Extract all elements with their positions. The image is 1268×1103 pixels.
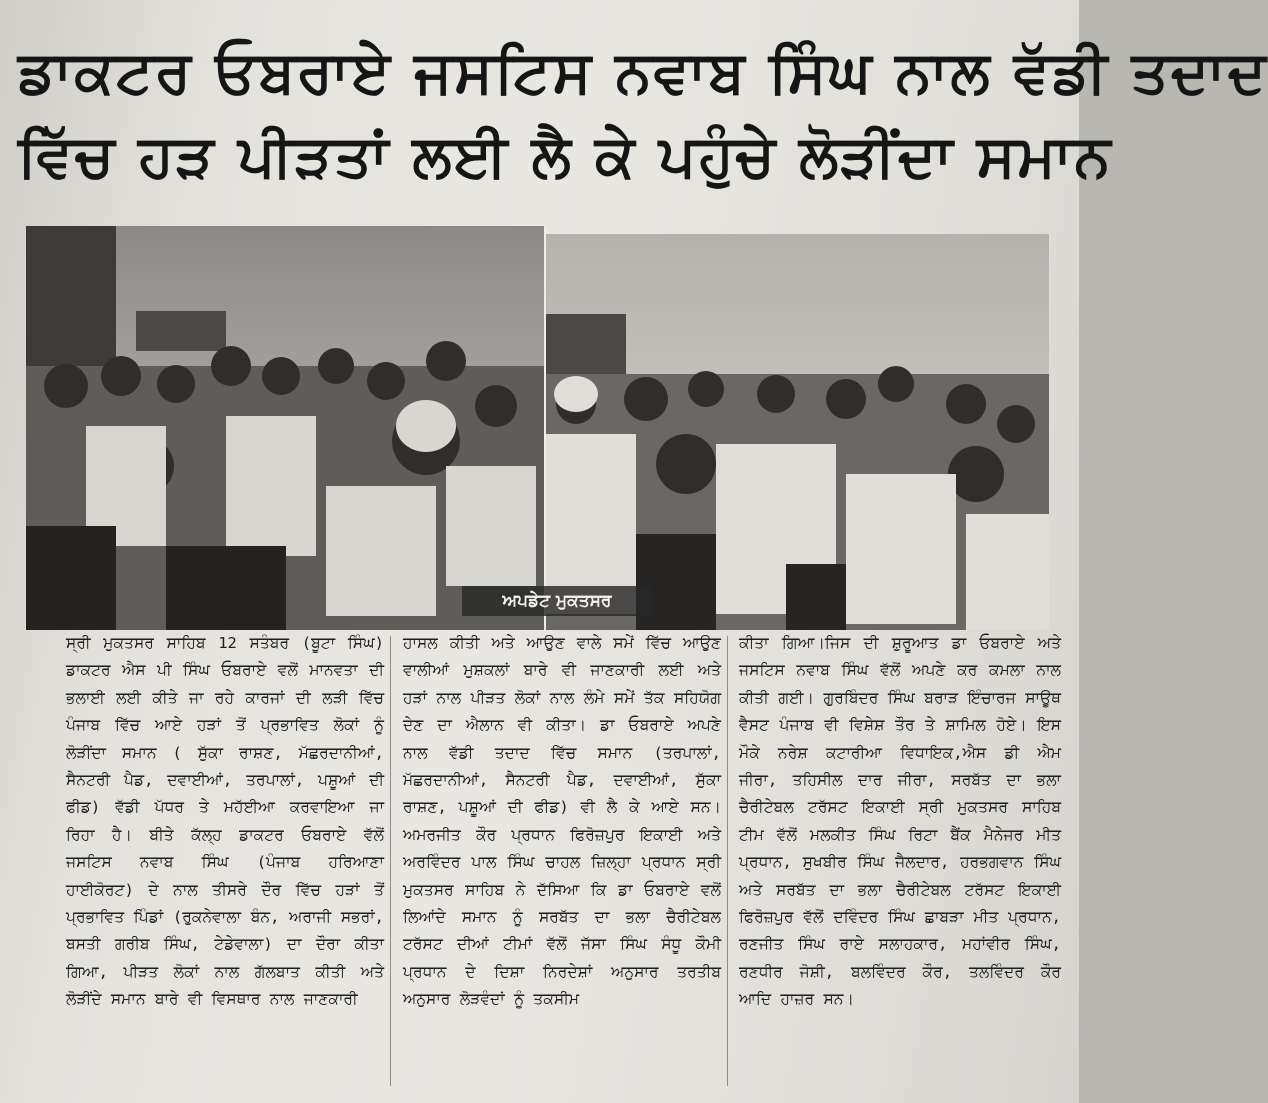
news-photo — [26, 226, 1049, 630]
flood-relief-crowd-photo-left — [26, 226, 546, 630]
flood-relief-crowd-photo-right — [546, 234, 1049, 630]
headline-line-2: ਵਿੱਚ ਹੜ ਪੀੜਤਾਂ ਲਈ ਲੈ ਕੇ ਪਹੁੰਚੇ ਲੋੜੀਂਦਾ ਸਮਾਨ — [18, 122, 1113, 190]
article-column-1: ਸ੍ਰੀ ਮੁਕਤਸਰ ਸਾਹਿਬ 12 ਸਤੰਬਰ (ਬੂਟਾ ਸਿੰਘ) ਡਾਕਟਰ ਐਸ ਪੀ ਸਿੰਘ ਓਬਰਾਏ ਵਲੋਂ ਮਾਨਵਤਾ ਦੀ ਭਲਾਈ ਲਈ ਕੀਤੇ ਜਾ ਰਹੇ ਕਾਰਜਾਂ ਦੀ ਲੜੀ ਵਿੱਚ ਪੰਜਾਬ ਵਿੱਚ ਆਏ ਹੜਾਂ ਤੋਂ ਪ੍ਰਭਾਵਿਤ ਲੋਕਾਂ ਨੂੰ ਲੋੜੀਂਦਾ ਸਮਾਨ ( ਸੁੱਕਾ ਰਾਸ਼ਣ, ਮੱਛਰਦਾਨੀਆਂ, ਸੈਨਟਰੀ ਪੈਡ, ਦਵਾਈਆਂ, ਤਰਪਾਲਾਂ, ਪਸ਼ੂਆਂ ਦੀ ਫੀਡ) ਵੱਡੀ ਪੱਧਰ ਤੇ ਮਹੱਈਆ ਕਰਵਾਇਆ ਜਾ ਰਿਹਾ ਹੈ। ਬੀਤੇ ਕੱਲ੍ਹ ਡਾਕਟਰ ਓਬਰਾਏ ਵੱਲੋਂ ਜਸਟਿਸ ਨਵਾਬ ਸਿੰਘ (ਪੰਜਾਬ ਹਰਿਆਣਾ ਹਾਈਕੋਰਟ) ਦੇ ਨਾਲ ਤੀਸਰੇ ਦੌਰ ਵਿੱਚ ਹੜਾਂ ਤੋਂ ਪ੍ਰਭਾਵਿਤ ਪਿੰਡਾਂ (ਰੁਕਨੇਵਾਲਾ ਬੰਨ, ਅਰਾਜੀ ਸਭਰਾਂ, ਬਸਤੀ ਗਰੀਬ ਸਿੰਘ, ਟੇਡੇਵਾਲਾ) ਦਾ ਦੌਰਾ ਕੀਤਾ ਗਿਆ, ਪੀੜਤ ਲੋਕਾਂ ਨਾਲ ਗੱਲਬਾਤ ਕੀਤੀ ਅਤੇ ਲੋੜੀਂਦੇ ਸਮਾਨ ਬਾਰੇ ਵੀ ਵਿਸਥਾਰ ਨਾਲ ਜਾਣਕਾਰੀ — [66, 634, 384, 1009]
photo-caption: ਅਪਡੇਟ ਮੁਕਤਸਰ — [462, 586, 652, 616]
article-column-2: ਹਾਸਲ ਕੀਤੀ ਅਤੇ ਆਉਣ ਵਾਲੇ ਸਮੇਂ ਵਿੱਚ ਆਉਣ ਵਾਲੀਆਂ ਮੁਸ਼ਕਲਾਂ ਬਾਰੇ ਵੀ ਜਾਣਕਾਰੀ ਲਈ ਅਤੇ ਹੜਾਂ ਨਾਲ ਪੀੜਤ ਲੋਕਾਂ ਨਾਲ ਲੰਮੇ ਸਮੇਂ ਤੱਕ ਸਹਿਯੋਗ ਦੇਣ ਦਾ ਐਲਾਨ ਵੀ ਕੀਤਾ। ਡਾ ਓਬਰਾਏ ਅਪਣੇ ਨਾਲ ਵੱਡੀ ਤਦਾਦ ਵਿੱਚ ਸਮਾਨ (ਤਰਪਾਲਾਂ, ਮੱਛਰਦਾਨੀਆਂ, ਸੈਨਟਰੀ ਪੈਡ, ਦਵਾਈਆਂ, ਸੁੱਕਾ ਰਾਸ਼ਣ, ਪਸ਼ੂਆਂ ਦੀ ਫੀਡ) ਵੀ ਲੈ ਕੇ ਆਏ ਸਨ। ਅਮਰਜੀਤ ਕੌਰ ਪ੍ਰਧਾਨ ਫਿਰੋਜ਼ਪੁਰ ਇਕਾਈ ਅਤੇ ਅਰਵਿੰਦਰ ਪਾਲ ਸਿੰਘ ਚਾਹਲ ਜ਼ਿਲ੍ਹਾ ਪ੍ਰਧਾਨ ਸ੍ਰੀ ਮੁਕਤਸਰ ਸਾਹਿਬ ਨੇ ਦੱਸਿਆ ਕਿ ਡਾ ਓਬਰਾਏ ਵਲੋਂ ਲਿਆਂਦੇ ਸਮਾਨ ਨੂੰ ਸਰਬੱਤ ਦਾ ਭਲਾ ਚੈਰੀਟੇਬਲ ਟਰੱਸਟ ਦੀਆਂ ਟੀਮਾਂ ਵੱਲੋਂ ਜੱਸਾ ਸਿੰਘ ਸੰਧੂ ਕੌਮੀ ਪ੍ਰਧਾਨ ਦੇ ਦਿਸ਼ਾ ਨਿਰਦੇਸ਼ਾਂ ਅਨੁਸਾਰ ਤਰਤੀਬ ਅਨੁਸਾਰ ਲੋੜਵੰਦਾਂ ਨੂੰ ਤਕਸੀਮ — [403, 634, 721, 1009]
headline-line-1: ਡਾਕਟਰ ਓਬਰਾਏ ਜਸਟਿਸ ਨਵਾਬ ਸਿੰਘ ਨਾਲ ਵੱਡੀ ਤਦਾਦ — [18, 38, 1268, 106]
article-column-3: ਕੀਤਾ ਗਿਆ।ਜਿਸ ਦੀ ਸ਼ੁਰੂਆਤ ਡਾ ਓਬਰਾਏ ਅਤੇ ਜਸਟਿਸ ਨਵਾਬ ਸਿੰਘ ਵੱਲੋਂ ਅਪਣੇ ਕਰ ਕਮਲਾ ਨਾਲ ਕੀਤੀ ਗਈ। ਗੁਰਬਿੰਦਰ ਸਿੰਘ ਬਰਾੜ ਇੰਚਾਰਜ ਸਾਊਥ ਵੈਸਟ ਪੰਜਾਬ ਵੀ ਵਿਸ਼ੇਸ਼ ਤੌਰ ਤੇ ਸ਼ਾਮਿਲ ਹੋਏ। ਇਸ ਮੌਕੇ ਨਰੇਸ਼ ਕਟਾਰੀਆ ਵਿਧਾਇਕ,ਐਸ ਡੀ ਐਮ ਜੀਰਾ, ਤਹਿਸੀਲ ਦਾਰ ਜੀਰਾ, ਸਰਬੱਤ ਦਾ ਭਲਾ ਚੈਰੀਟੇਬਲ ਟਰੱਸਟ ਇਕਾਈ ਸ੍ਰੀ ਮੁਕਤਸਰ ਸਾਹਿਬ ਟੀਮ ਵੱਲੋਂ ਮਲਕੀਤ ਸਿੰਘ ਰਿਟਾ ਬੈਂਕ ਮੈਨੇਜਰ ਮੀਤ ਪ੍ਰਧਾਨ, ਸੁਖਬੀਰ ਸਿੰਘ ਜੈਲਦਾਰ, ਹਰਭਗਵਾਨ ਸਿੰਘ ਅਤੇ ਸਰਬੱਤ ਦਾ ਭਲਾ ਚੈਰੀਟੇਬਲ ਟਰੱਸਟ ਇਕਾਈ ਫਿਰੋਜ਼ਪੁਰ ਵੱਲੋਂ ਦਵਿੰਦਰ ਸਿੰਘ ਛਾਬੜਾ ਮੀਤ ਪ੍ਰਧਾਨ, ਰਣਜੀਤ ਸਿੰਘ ਰਾਏ ਸਲਾਹਕਾਰ, ਮਹਾਂਵੀਰ ਸਿੰਘ, ਰਣਧੀਰ ਜੋਸ਼ੀ, ਬਲਵਿੰਦਰ ਕੌਰ, ਤਲਵਿੰਦਰ ਕੌਰ ਆਦਿ ਹਾਜ਼ਰ ਸਨ। — [739, 634, 1061, 1009]
article-body — [66, 630, 1061, 1090]
headline — [18, 30, 1268, 220]
